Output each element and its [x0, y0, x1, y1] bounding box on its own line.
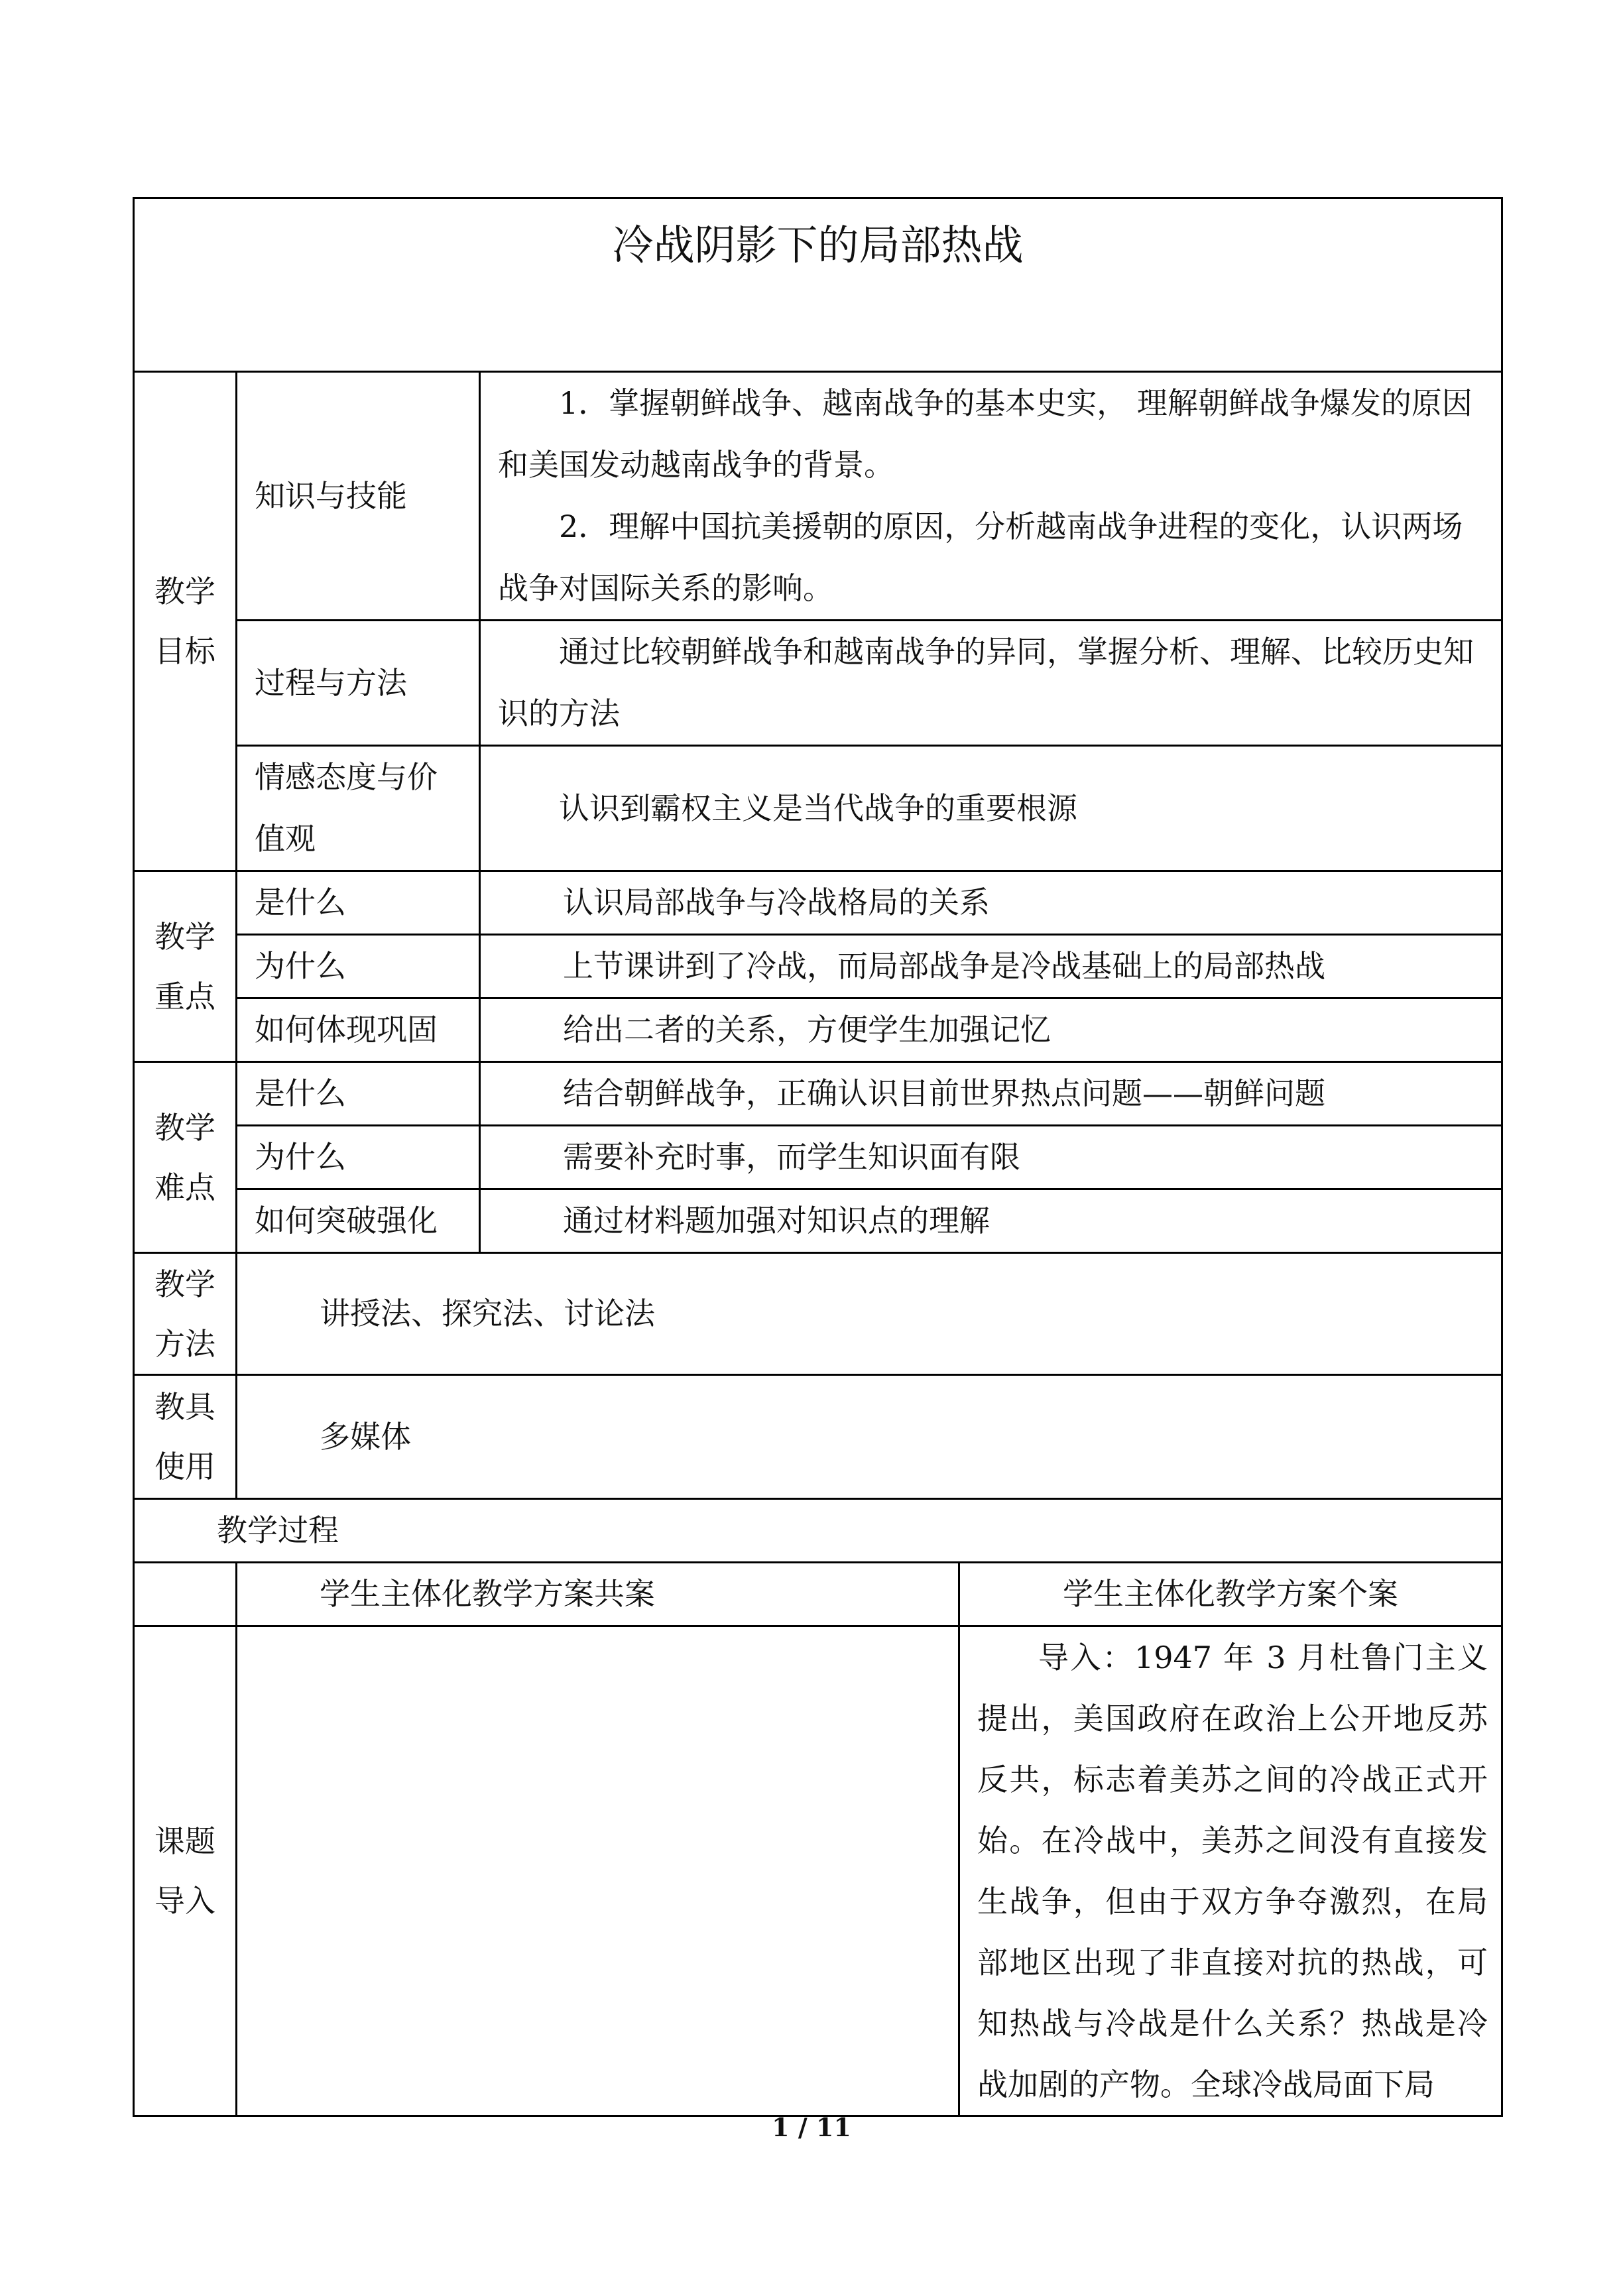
objective-body-emotion: [480, 746, 1502, 871]
process-header-blank: [134, 1563, 237, 1626]
difficulties-label: [134, 1062, 237, 1253]
objective-name-emotion-text: 情感态度与价值观: [255, 759, 438, 857]
process-header-individual: 学生主体化教学方案个案: [959, 1563, 1502, 1626]
methods-label: [134, 1253, 237, 1375]
methods-label-text: 教学方法: [154, 1266, 215, 1362]
key-point-value: 上节课讲到了冷战，而局部战争是冷战基础上的局部热战: [480, 935, 1502, 998]
intro-common-cell: [237, 1626, 959, 2116]
objective-body-knowledge: [480, 372, 1502, 621]
objective-knowledge-line-2: 2．理解中国抗美援朝的原因，分析越南战争进程的变化，认识两场战争对国际关系的影响。: [498, 509, 1463, 606]
key-points-label-text: 教学重点: [154, 918, 215, 1014]
objective-process-line-1: 通过比较朝鲜战争和越南战争的异同，掌握分析、理解、比较历史知识的方法: [498, 634, 1474, 731]
difficulty-name: 如何突破强化: [237, 1189, 480, 1253]
document-title: 冷战阴影下的局部热战: [612, 221, 1024, 269]
difficulties-label-text: 教学难点: [154, 1109, 215, 1205]
lesson-plan-table: [133, 197, 1503, 2117]
difficulty-value: 通过材料题加强对知识点的理解: [480, 1189, 1502, 1253]
difficulty-value: 需要补充时事，而学生知识面有限: [480, 1126, 1502, 1189]
process-header-common: 学生主体化教学方案共案: [237, 1563, 959, 1626]
key-points-label: [134, 871, 237, 1062]
tools-label: [134, 1375, 237, 1499]
tools-value: 多媒体: [237, 1375, 1502, 1499]
objective-name-knowledge: 知识与技能: [237, 372, 480, 621]
key-point-value: 给出二者的关系，方便学生加强记忆: [480, 998, 1502, 1062]
methods-value: 讲授法、探究法、讨论法: [237, 1253, 1502, 1375]
intro-text: 导入：1947 年 3 月杜鲁门主义提出，美国政府在政治上公开地反苏反共，标志着美苏之间的冷战正式开始。在冷战中，美苏之间没有直接发生战争，但由于双方争夺激烈，在局部地区出现了非直接对抗的热战，可知热战与冷战是什么关系？热战是冷战加剧的产物。全球冷战局面下局: [977, 1640, 1488, 2102]
difficulty-value: 结合朝鲜战争，正确认识目前世界热点问题——朝鲜问题: [480, 1062, 1502, 1126]
objective-name-emotion: [237, 746, 480, 871]
objective-name-process: 过程与方法: [237, 621, 480, 746]
key-point-name: 为什么: [237, 935, 480, 998]
objectives-label-text: 教学目标: [154, 574, 215, 669]
intro-label-text: 课题导入: [154, 1823, 215, 1919]
difficulty-name: 为什么: [237, 1126, 480, 1189]
tools-label-text: 教具使用: [154, 1389, 215, 1484]
objective-emotion-line-1: 认识到霸权主义是当代战争的重要根源: [559, 790, 1077, 826]
objective-knowledge-line-1: 1．掌握朝鲜战争、越南战争的基本史实， 理解朝鲜战争爆发的原因和美国发动越南战争的背景。: [498, 385, 1473, 483]
process-label: 教学过程: [134, 1499, 1502, 1563]
key-point-value: 认识局部战争与冷战格局的关系: [480, 871, 1502, 935]
objective-body-process: [480, 621, 1502, 746]
key-point-name: 如何体现巩固: [237, 998, 480, 1062]
page-number: 1 / 11: [772, 2112, 851, 2142]
objectives-label: [134, 372, 237, 871]
difficulty-name: 是什么: [237, 1062, 480, 1126]
intro-individual-cell: [959, 1626, 1502, 2116]
title-cell: [134, 198, 1502, 372]
key-point-name: 是什么: [237, 871, 480, 935]
intro-label: [134, 1626, 237, 2116]
